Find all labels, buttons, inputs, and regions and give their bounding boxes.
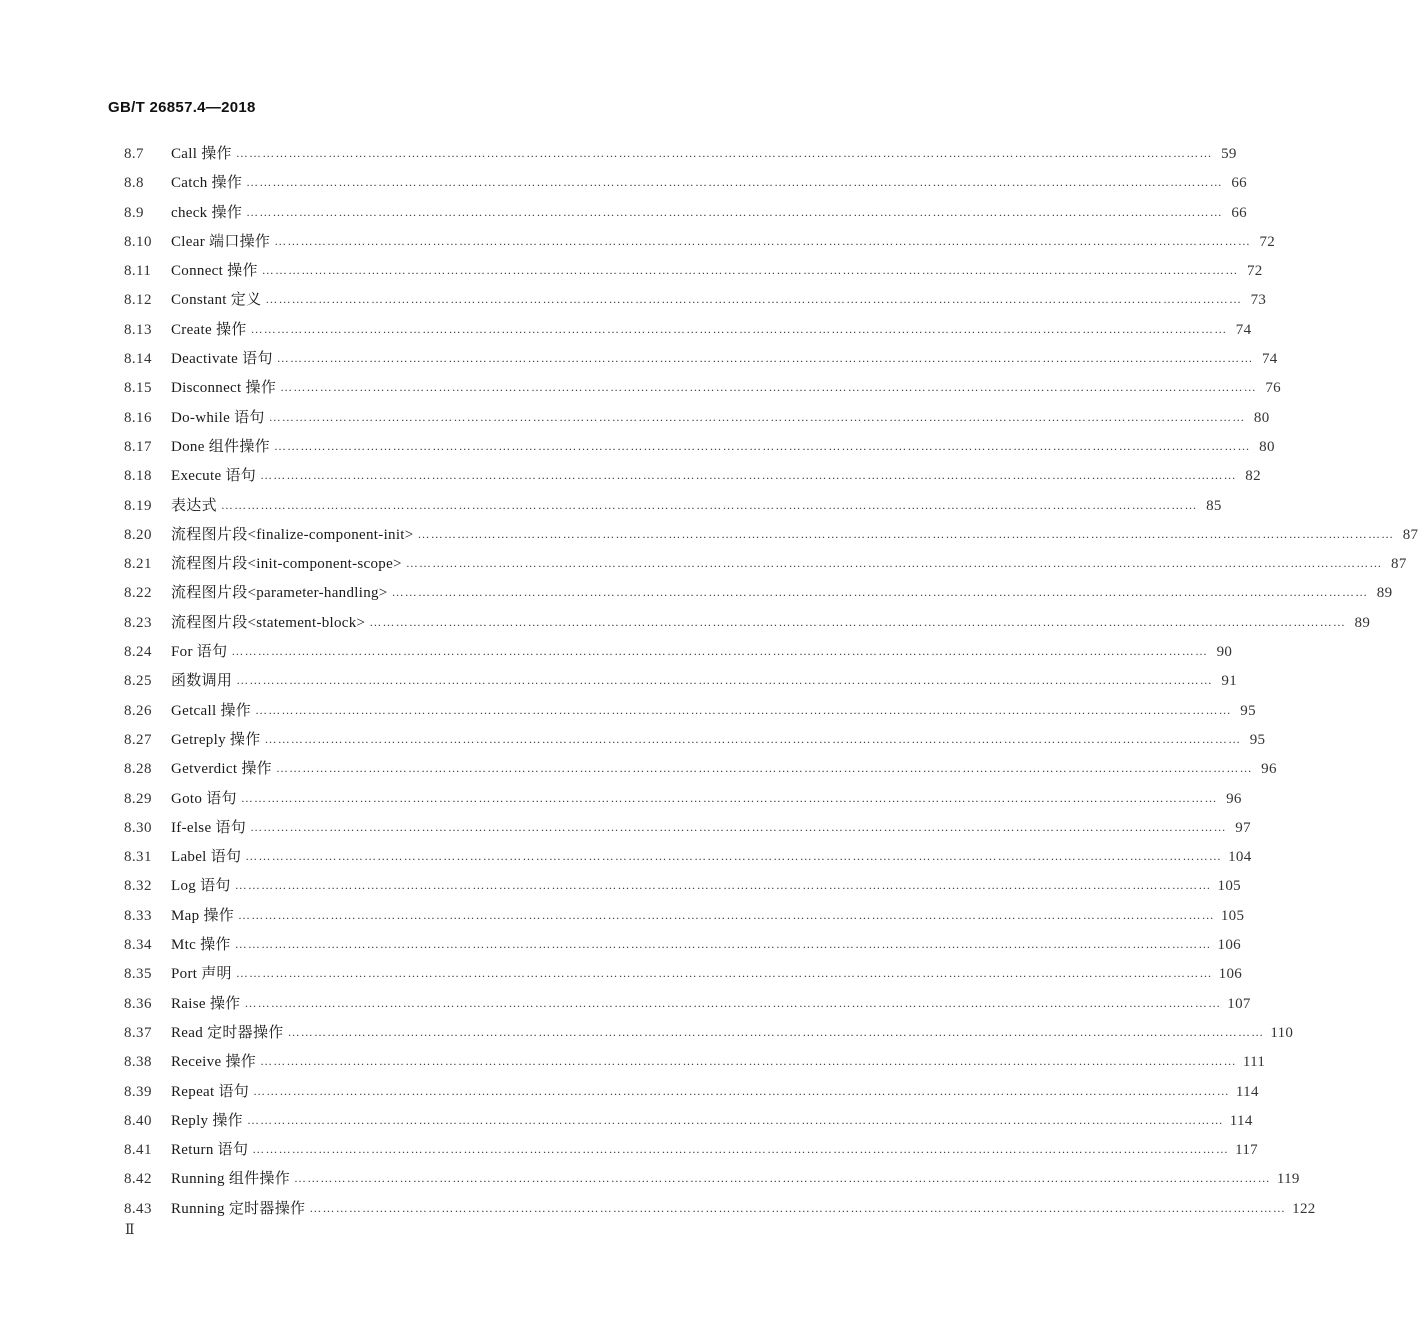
toc-entry-page: 76: [1265, 380, 1281, 397]
toc-entry-page: 87: [1391, 556, 1407, 573]
toc-entry-number: 8.7: [124, 146, 144, 162]
toc-entry-number: 8.24: [124, 644, 152, 661]
toc-entry-page: 74: [1235, 321, 1252, 338]
toc-entry[interactable]: [124, 1195, 1316, 1224]
toc-entry[interactable]: [124, 872, 1241, 901]
toc-entry-leader: ……………………………………………………………………………………………………………………………………………………………………………………………………: [391, 585, 1369, 600]
toc-entry-leader: ……………………………………………………………………………………………………………………………………………………………………………………………………: [294, 1171, 1271, 1186]
toc-entry-page: 114: [1235, 1083, 1259, 1100]
toc-entry-number: 8.16: [124, 409, 152, 426]
toc-entry-title: 流程图片段<init-component-scope>: [171, 556, 402, 573]
toc-entry[interactable]: [124, 609, 1371, 638]
toc-entry-title: 表达式: [171, 497, 217, 514]
toc-entry-number: 8.13: [124, 321, 152, 338]
toc-entry-page: 107: [1227, 995, 1251, 1012]
toc-entry-leader: ……………………………………………………………………………………………………………………………………………………………………………………………………: [417, 526, 1395, 541]
toc-entry-leader: ……………………………………………………………………………………………………………………………………………………………………………………………………: [245, 849, 1223, 864]
toc-entry-title: Connect 操作: [171, 263, 258, 280]
toc-entry-leader: ……………………………………………………………………………………………………………………………………………………………………………………………………: [235, 146, 1213, 160]
toc-entry-title: 流程图片段<parameter-handling>: [171, 585, 388, 602]
toc-entry-page: 105: [1217, 878, 1241, 895]
standard-code-header: GB/T 26857.4—2018: [108, 99, 256, 116]
toc-entry-title: Running 组件操作: [171, 1171, 291, 1188]
toc-entry-leader: ……………………………………………………………………………………………………………………………………………………………………………………………………: [274, 233, 1252, 248]
toc-entry-title: Raise 操作: [171, 995, 241, 1012]
toc-entry-leader: ……………………………………………………………………………………………………………………………………………………………………………………………………: [280, 380, 1257, 395]
toc-entry-title: Create 操作: [171, 321, 247, 338]
toc-entry-number: 8.38: [124, 1054, 152, 1071]
toc-entry-title: Receive 操作: [171, 1054, 257, 1071]
toc-entry[interactable]: [124, 843, 1252, 872]
toc-entry-title: check 操作: [171, 204, 243, 221]
toc-entry-leader: ……………………………………………………………………………………………………………………………………………………………………………………………………: [287, 1024, 1265, 1039]
toc-entry-leader: ……………………………………………………………………………………………………………………………………………………………………………………………………: [231, 644, 1209, 659]
toc-entry-number: 8.8: [124, 175, 144, 192]
toc-entry[interactable]: [124, 345, 1278, 374]
toc-entry[interactable]: [124, 726, 1266, 755]
toc-entry-title: Repeat 语句: [171, 1083, 250, 1100]
toc-entry-page: 96: [1226, 790, 1242, 807]
toc-entry[interactable]: [124, 785, 1242, 814]
toc-entry-title: Log 语句: [171, 878, 231, 895]
toc-entry[interactable]: [124, 1136, 1258, 1165]
toc-entry-title: Clear 端口操作: [171, 233, 271, 250]
toc-entry-title: Catch 操作: [171, 175, 243, 192]
toc-entry-leader: ……………………………………………………………………………………………………………………………………………………………………………………………………: [250, 819, 1227, 834]
toc-entry-title: If-else 语句: [171, 819, 247, 836]
toc-entry-number: 8.9: [124, 204, 144, 221]
toc-entry[interactable]: [124, 316, 1252, 345]
toc-entry[interactable]: [124, 1165, 1300, 1194]
toc-entry-title: Getcall 操作: [171, 702, 252, 719]
toc-entry-leader: ……………………………………………………………………………………………………………………………………………………………………………………………………: [369, 614, 1347, 629]
toc-entry-number: 8.43: [124, 1200, 152, 1217]
toc-entry-page: 85: [1206, 497, 1222, 514]
toc-entry-leader: ……………………………………………………………………………………………………………………………………………………………………………………………………: [250, 321, 1228, 336]
toc-entry-page: 104: [1228, 849, 1252, 866]
toc-entry-leader: ……………………………………………………………………………………………………………………………………………………………………………………………………: [255, 702, 1232, 717]
toc-entry-leader: ……………………………………………………………………………………………………………………………………………………………………………………………………: [253, 1083, 1230, 1098]
toc-entry-page: 114: [1229, 1112, 1253, 1129]
toc-entry-leader: ……………………………………………………………………………………………………………………………………………………………………………………………………: [240, 790, 1218, 805]
toc-entry[interactable]: [124, 1048, 1266, 1077]
toc-entry[interactable]: [124, 990, 1251, 1019]
toc-entry-page: 82: [1245, 468, 1261, 485]
toc-entry-title: Constant 定义: [171, 292, 262, 309]
toc-entry-leader: ……………………………………………………………………………………………………………………………………………………………………………………………………: [261, 263, 1239, 278]
toc-entry-leader: ……………………………………………………………………………………………………………………………………………………………………………………………………: [246, 204, 1223, 219]
toc-entry-title: Disconnect 操作: [171, 380, 277, 397]
toc-entry-number: 8.27: [124, 731, 152, 748]
toc-entry[interactable]: [124, 140, 1237, 169]
toc-entry[interactable]: [124, 433, 1275, 462]
toc-entry-title: 流程图片段<statement-block>: [171, 614, 366, 631]
toc-entry-page: 111: [1242, 1054, 1266, 1071]
toc-entry-leader: ……………………………………………………………………………………………………………………………………………………………………………………………………: [246, 175, 1223, 190]
toc-entry-leader: ……………………………………………………………………………………………………………………………………………………………………………………………………: [238, 907, 1215, 922]
toc-entry-number: 8.20: [124, 526, 152, 543]
toc-entry-number: 8.32: [124, 878, 152, 895]
toc-entry-page: 105: [1220, 907, 1245, 924]
toc-entry-number: 8.39: [124, 1083, 152, 1100]
toc-entry-number: 8.33: [124, 907, 152, 924]
toc-entry-number: 8.12: [124, 292, 152, 309]
toc-entry-leader: ……………………………………………………………………………………………………………………………………………………………………………………………………: [273, 438, 1251, 453]
toc-entry-leader: ……………………………………………………………………………………………………………………………………………………………………………………………………: [265, 292, 1243, 307]
page-number: Ⅱ: [125, 1223, 135, 1238]
toc-entry-number: 8.34: [124, 937, 152, 954]
toc-entry[interactable]: [124, 697, 1256, 726]
toc-entry-title: Port 声明: [171, 966, 232, 983]
toc-entry-page: 122: [1292, 1200, 1316, 1217]
toc-entry-title: Getverdict 操作: [171, 761, 272, 778]
toc-entry-title: Return 语句: [171, 1142, 249, 1159]
toc-entry-title: Map 操作: [171, 907, 235, 924]
toc-entry-leader: ……………………………………………………………………………………………………………………………………………………………………………………………………: [244, 995, 1222, 1010]
toc-entry-number: 8.23: [124, 614, 152, 631]
toc-entry-title: Mtc 操作: [171, 937, 231, 954]
toc-entry-page: 96: [1261, 761, 1277, 778]
toc-entry-page: 59: [1221, 146, 1237, 162]
toc-entry-leader: ……………………………………………………………………………………………………………………………………………………………………………………………………: [236, 673, 1214, 688]
toc-entry[interactable]: [124, 1107, 1253, 1136]
toc-entry-title: Getreply 操作: [171, 731, 261, 748]
toc-entry[interactable]: [124, 492, 1222, 521]
toc-entry[interactable]: [124, 755, 1277, 784]
toc-entry[interactable]: [124, 286, 1267, 315]
toc-entry-title: 函数调用: [171, 673, 233, 690]
toc-entry-page: 91: [1221, 673, 1238, 690]
toc-entry-number: 8.35: [124, 966, 152, 983]
toc-entry-leader: ……………………………………………………………………………………………………………………………………………………………………………………………………: [246, 1112, 1224, 1127]
toc-entry-page: 95: [1240, 702, 1256, 719]
toc-entry[interactable]: [124, 374, 1281, 403]
toc-entry[interactable]: [124, 404, 1270, 433]
toc-entry-title: Call 操作: [171, 146, 232, 162]
toc-entry-leader: ……………………………………………………………………………………………………………………………………………………………………………………………………: [260, 1054, 1237, 1069]
toc-entry-page: 72: [1246, 263, 1263, 280]
toc-entry-number: 8.40: [124, 1112, 152, 1129]
toc-entry[interactable]: [124, 814, 1251, 843]
toc-entry-page: 97: [1235, 819, 1251, 836]
toc-entry-number: 8.19: [124, 497, 152, 514]
toc-entry-leader: ……………………………………………………………………………………………………………………………………………………………………………………………………: [220, 497, 1198, 512]
toc-entry-page: 80: [1253, 409, 1270, 426]
toc-entry-number: 8.30: [124, 819, 152, 836]
toc-entry-title: Deactivate 语句: [171, 351, 273, 368]
toc-entry-leader: ……………………………………………………………………………………………………………………………………………………………………………………………………: [252, 1142, 1230, 1157]
toc-entry[interactable]: [124, 902, 1245, 931]
toc-entry[interactable]: [124, 1019, 1294, 1048]
toc-entry-number: 8.29: [124, 790, 152, 807]
toc-entry-title: Do-while 语句: [171, 409, 265, 426]
toc-entry-leader: ……………………………………………………………………………………………………………………………………………………………………………………………………: [264, 731, 1242, 746]
toc-entry-page: 89: [1376, 585, 1393, 602]
toc-entry[interactable]: [124, 931, 1241, 960]
toc-entry-leader: ……………………………………………………………………………………………………………………………………………………………………………………………………: [234, 878, 1212, 893]
toc-entry[interactable]: [124, 1078, 1259, 1107]
toc-entry-number: 8.10: [124, 233, 152, 250]
toc-entry-number: 8.21: [124, 556, 152, 573]
toc-entry[interactable]: [124, 667, 1238, 696]
toc-entry-page: 106: [1218, 966, 1243, 983]
toc-entry-number: 8.15: [124, 380, 152, 397]
toc-entry-page: 89: [1354, 614, 1371, 631]
toc-entry[interactable]: [124, 257, 1263, 286]
toc-entry[interactable]: [124, 579, 1393, 608]
toc-entry-number: 8.36: [124, 995, 152, 1012]
toc-entry-number: 8.28: [124, 761, 152, 778]
toc-entry[interactable]: [124, 550, 1407, 579]
toc-entry-leader: ……………………………………………………………………………………………………………………………………………………………………………………………………: [234, 937, 1212, 952]
toc-entry[interactable]: [124, 169, 1247, 198]
toc-entry-page: 90: [1216, 644, 1233, 661]
toc-entry-page: 66: [1231, 204, 1247, 221]
toc-entry-number: 8.41: [124, 1142, 152, 1159]
toc-entry-number: 8.22: [124, 585, 152, 602]
toc-entry-title: Execute 语句: [171, 468, 257, 485]
toc-entry-number: 8.25: [124, 673, 152, 690]
toc-entry-title: Label 语句: [171, 849, 242, 866]
toc-entry[interactable]: [124, 199, 1247, 228]
toc-entry-number: 8.31: [124, 849, 152, 866]
toc-entry-page: 106: [1217, 937, 1241, 954]
toc-entry-title: Reply 操作: [171, 1112, 243, 1129]
toc-entry-page: 110: [1270, 1024, 1294, 1041]
toc-entry-leader: ……………………………………………………………………………………………………………………………………………………………………………………………………: [276, 351, 1254, 366]
toc-entry-title: 流程图片段<finalize-component-init>: [171, 526, 414, 543]
toc-entry-leader: ……………………………………………………………………………………………………………………………………………………………………………………………………: [275, 761, 1253, 776]
toc-entry-title: Done 组件操作: [171, 438, 270, 455]
toc-entry-number: 8.14: [124, 351, 152, 368]
toc-entry-page: 72: [1259, 233, 1276, 250]
toc-entry-number: 8.26: [124, 702, 152, 719]
toc-entry-number: 8.18: [124, 468, 152, 485]
toc-entry[interactable]: [124, 228, 1276, 257]
toc-entry-number: 8.11: [124, 263, 152, 280]
toc-entry-number: 8.17: [124, 438, 152, 455]
toc-entry-leader: ……………………………………………………………………………………………………………………………………………………………………………………………………: [268, 409, 1246, 424]
toc-entry-page: 80: [1259, 438, 1275, 455]
toc-entry-number: 8.37: [124, 1024, 152, 1041]
toc-entry-title: Goto 语句: [171, 790, 237, 807]
toc-entry-leader: ……………………………………………………………………………………………………………………………………………………………………………………………………: [260, 468, 1237, 483]
toc-entry[interactable]: [124, 638, 1233, 667]
toc-entry-leader: ……………………………………………………………………………………………………………………………………………………………………………………………………: [235, 966, 1213, 981]
toc-entry[interactable]: [124, 462, 1261, 491]
toc-entry-leader: ……………………………………………………………………………………………………………………………………………………………………………………………………: [309, 1200, 1287, 1215]
table-of-contents: [124, 140, 1418, 1224]
toc-entry-title: Read 定时器操作: [171, 1024, 284, 1041]
toc-entry-page: 87: [1402, 526, 1418, 543]
toc-entry[interactable]: [124, 521, 1418, 550]
toc-entry-page: 66: [1231, 175, 1247, 192]
toc-entry-page: 95: [1249, 731, 1266, 748]
toc-entry-title: Running 定时器操作: [171, 1200, 306, 1217]
toc-entry-title: For 语句: [171, 644, 228, 661]
toc-entry-number: 8.42: [124, 1171, 152, 1188]
toc-entry-page: 117: [1235, 1142, 1258, 1159]
toc-entry-page: 73: [1250, 292, 1267, 309]
toc-entry[interactable]: [124, 960, 1243, 989]
toc-entry-leader: ……………………………………………………………………………………………………………………………………………………………………………………………………: [405, 556, 1383, 571]
toc-entry-page: 74: [1261, 351, 1278, 368]
toc-entry-page: 119: [1276, 1171, 1300, 1188]
